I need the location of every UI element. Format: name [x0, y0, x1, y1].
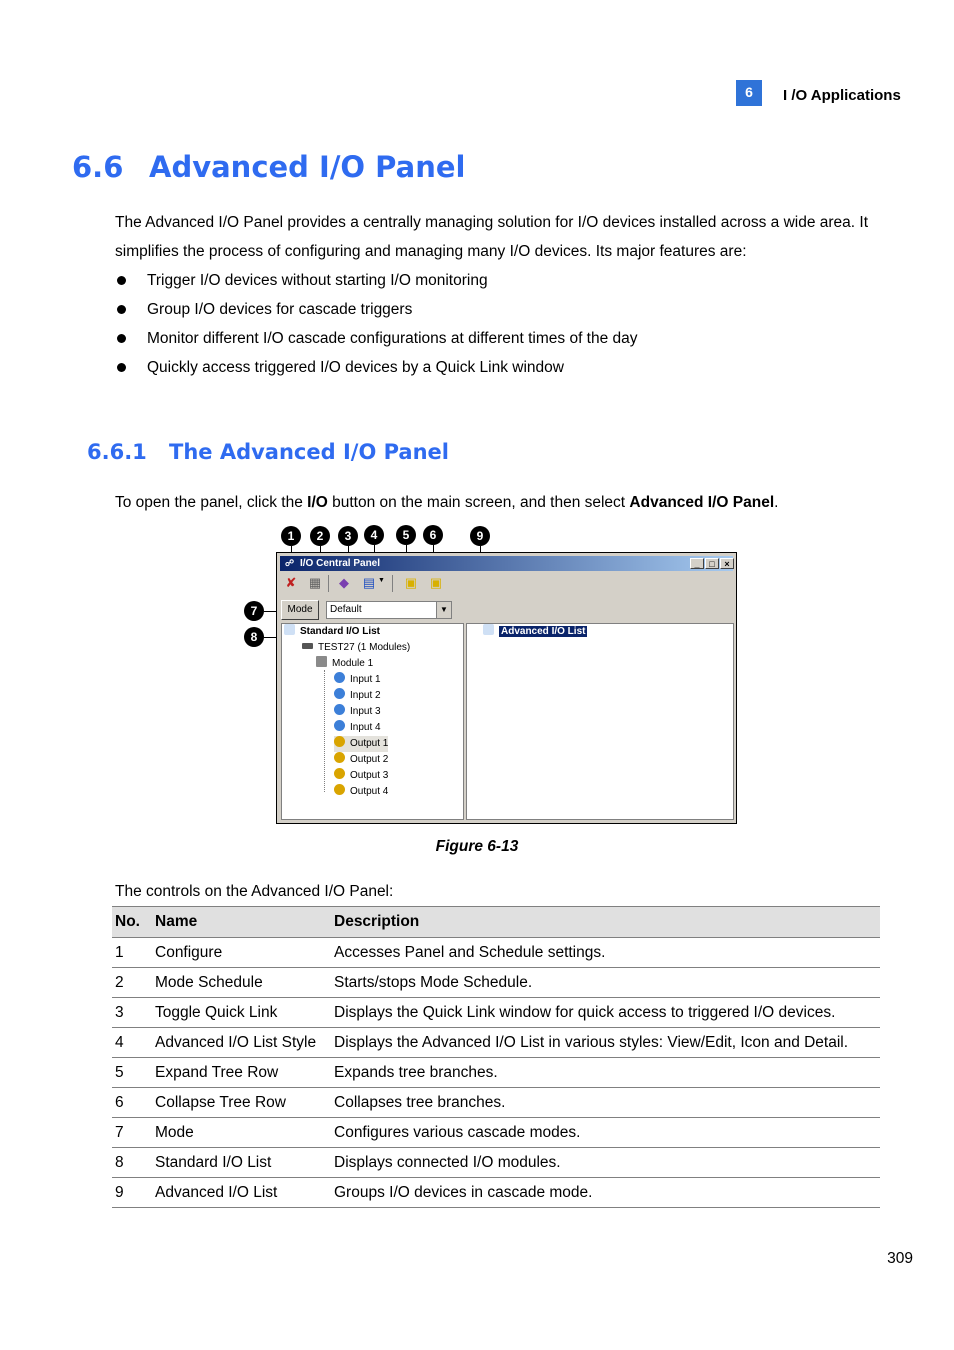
list-icon	[483, 624, 494, 635]
tree-label: Advanced I/O List	[501, 626, 586, 637]
tree-label: Module 1	[332, 658, 374, 669]
cell-name: Toggle Quick Link	[152, 998, 331, 1028]
module-icon	[316, 656, 327, 667]
cell-no: 9	[112, 1178, 152, 1208]
column-header: No.	[112, 907, 152, 938]
cell-name: Configure	[152, 938, 331, 968]
mode-select[interactable]	[326, 601, 452, 619]
tree-node-output[interactable]	[334, 736, 388, 752]
list-style-icon[interactable]: ▤	[362, 575, 376, 590]
table-row	[112, 1178, 880, 1208]
section-heading	[72, 150, 465, 184]
input-icon	[334, 704, 345, 715]
chapter-title: I /O Applications	[783, 87, 901, 104]
quick-link-icon[interactable]: ◆	[339, 575, 349, 590]
cell-description: Groups I/O devices in cascade mode.	[331, 1178, 880, 1208]
close-button[interactable]: ×	[720, 558, 734, 569]
feature-item: Trigger I/O devices without starting I/O monitoring	[115, 266, 638, 295]
instruction-text: button on the main screen, and then select	[327, 494, 630, 511]
cell-name: Advanced I/O List	[152, 1178, 331, 1208]
cell-no: 4	[112, 1028, 152, 1058]
callout-8: 8	[244, 627, 264, 647]
output-icon	[334, 736, 345, 747]
column-header: Name	[152, 907, 331, 938]
tree-label: Output 4	[350, 786, 389, 797]
cell-no: 1	[112, 938, 152, 968]
cell-description: Collapses tree branches.	[331, 1088, 880, 1118]
configure-icon[interactable]: ✘	[285, 575, 297, 590]
io-button-label: I/O	[307, 494, 328, 511]
tree-label: Input 3	[350, 706, 381, 717]
minimize-button[interactable]: _	[690, 558, 704, 569]
tree-node-output[interactable]	[334, 752, 388, 768]
maximize-button[interactable]: □	[705, 558, 719, 569]
open-panel-instructions	[115, 488, 875, 517]
window-titlebar	[280, 556, 733, 571]
section-title: Advanced I/O Panel	[149, 150, 466, 184]
feature-list	[115, 266, 638, 382]
cell-no: 8	[112, 1148, 152, 1178]
instruction-text: To open the panel, click the	[115, 494, 308, 511]
standard-io-list-pane	[281, 623, 464, 820]
cell-description: Accesses Panel and Schedule settings.	[331, 938, 880, 968]
output-icon	[334, 752, 345, 763]
cell-no: 6	[112, 1088, 152, 1118]
column-header: Description	[331, 907, 880, 938]
feature-item: Quickly access triggered I/O devices by a Quick Link window	[115, 353, 638, 382]
mode-select-value: Default	[330, 604, 362, 615]
output-icon	[334, 768, 345, 779]
subsection-number: 6.6.1	[87, 440, 147, 464]
table-row	[112, 1058, 880, 1088]
io-central-panel-window	[276, 552, 737, 824]
callout-3: 3	[338, 526, 358, 546]
cell-description: Displays the Quick Link window for quick access to triggered I/O devices.	[331, 998, 880, 1028]
collapse-folder-icon[interactable]: ▣	[429, 575, 443, 590]
callout-6: 6	[423, 525, 443, 545]
mode-schedule-icon[interactable]: ▦	[308, 575, 322, 590]
callout-1: 1	[281, 526, 301, 546]
section-intro: The Advanced I/O Panel provides a centrally managing solution for I/O devices installed across a wide area. It simplifies the process of configuring and managing many I/O devices. Its major features are:	[115, 214, 869, 260]
tree-node-input[interactable]	[334, 720, 381, 736]
cell-no: 5	[112, 1058, 152, 1088]
tree-label: TEST27 (1 Modules)	[318, 642, 411, 653]
toolbar-separator	[328, 575, 329, 592]
cell-name: Collapse Tree Row	[152, 1088, 331, 1118]
cell-name: Mode Schedule	[152, 968, 331, 998]
list-icon	[284, 624, 295, 635]
table-header-row	[112, 907, 880, 938]
device-icon	[302, 643, 313, 649]
chapter-badge: 6	[736, 80, 762, 106]
cell-description: Expands tree branches.	[331, 1058, 880, 1088]
callout-2: 2	[310, 526, 330, 546]
chevron-down-icon[interactable]: ▼	[378, 577, 385, 584]
tree-label: Output 3	[350, 770, 389, 781]
subsection-title: The Advanced I/O Panel	[169, 440, 449, 464]
expand-folder-icon[interactable]: ▣	[404, 575, 418, 590]
tree-label: Output 2	[350, 754, 389, 765]
input-icon	[334, 672, 345, 683]
input-icon	[334, 688, 345, 699]
table-row	[112, 938, 880, 968]
output-icon	[334, 784, 345, 795]
tree-label: Input 1	[350, 674, 381, 685]
advanced-io-list-pane	[466, 623, 734, 820]
cell-description: Displays the Advanced I/O List in various styles: View/Edit, Icon and Detail.	[331, 1028, 880, 1058]
toolbar-separator	[392, 575, 393, 592]
cell-no: 2	[112, 968, 152, 998]
tree-node-input[interactable]	[334, 672, 381, 688]
tree-node-input[interactable]	[334, 688, 381, 704]
window-title: I/O Central Panel	[300, 558, 381, 569]
subsection-heading	[87, 440, 449, 464]
instruction-text: .	[774, 494, 779, 511]
table-row	[112, 1118, 880, 1148]
tree-node-device[interactable]	[302, 640, 410, 656]
tree-root-standard[interactable]	[284, 624, 380, 640]
chevron-down-icon[interactable]: ▼	[436, 602, 451, 618]
page-number: 309	[887, 1250, 913, 1267]
input-icon	[334, 720, 345, 731]
tree-label: Standard I/O List	[300, 626, 381, 637]
tree-guide-line	[324, 670, 326, 792]
table-row	[112, 968, 880, 998]
tree-node-input[interactable]	[334, 704, 381, 720]
callout-9: 9	[470, 526, 490, 546]
tree-root-advanced[interactable]	[483, 624, 587, 640]
cell-name: Mode	[152, 1118, 331, 1148]
callout-5: 5	[396, 525, 416, 545]
cell-name: Expand Tree Row	[152, 1058, 331, 1088]
controls-intro: The controls on the Advanced I/O Panel:	[115, 883, 394, 900]
callout-7: 7	[244, 601, 264, 621]
tree-node-output[interactable]	[334, 784, 388, 800]
table-row	[112, 1148, 880, 1178]
tree-label: Input 2	[350, 690, 381, 701]
table-row	[112, 1028, 880, 1058]
table-row	[112, 998, 880, 1028]
feature-item: Group I/O devices for cascade triggers	[115, 295, 638, 324]
cell-no: 7	[112, 1118, 152, 1148]
cell-description: Displays connected I/O modules.	[331, 1148, 880, 1178]
cell-name: Advanced I/O List Style	[152, 1028, 331, 1058]
tree-label: Input 4	[350, 722, 381, 733]
cell-description: Starts/stops Mode Schedule.	[331, 968, 880, 998]
callout-4: 4	[364, 525, 384, 545]
tree-node-output[interactable]	[334, 768, 388, 784]
feature-item: Monitor different I/O cascade configurations at different times of the day	[115, 324, 638, 353]
advanced-io-panel-label: Advanced I/O Panel	[629, 494, 775, 511]
controls-table	[112, 906, 880, 1208]
section-number: 6.6	[72, 150, 124, 184]
cell-no: 3	[112, 998, 152, 1028]
cell-description: Configures various cascade modes.	[331, 1118, 880, 1148]
mode-button[interactable]: Mode	[281, 600, 319, 620]
app-icon: ☍	[285, 558, 295, 568]
cell-name: Standard I/O List	[152, 1148, 331, 1178]
tree-label: Output 1	[350, 738, 389, 749]
figure-caption: Figure 6-13	[435, 838, 519, 855]
table-row	[112, 1088, 880, 1118]
